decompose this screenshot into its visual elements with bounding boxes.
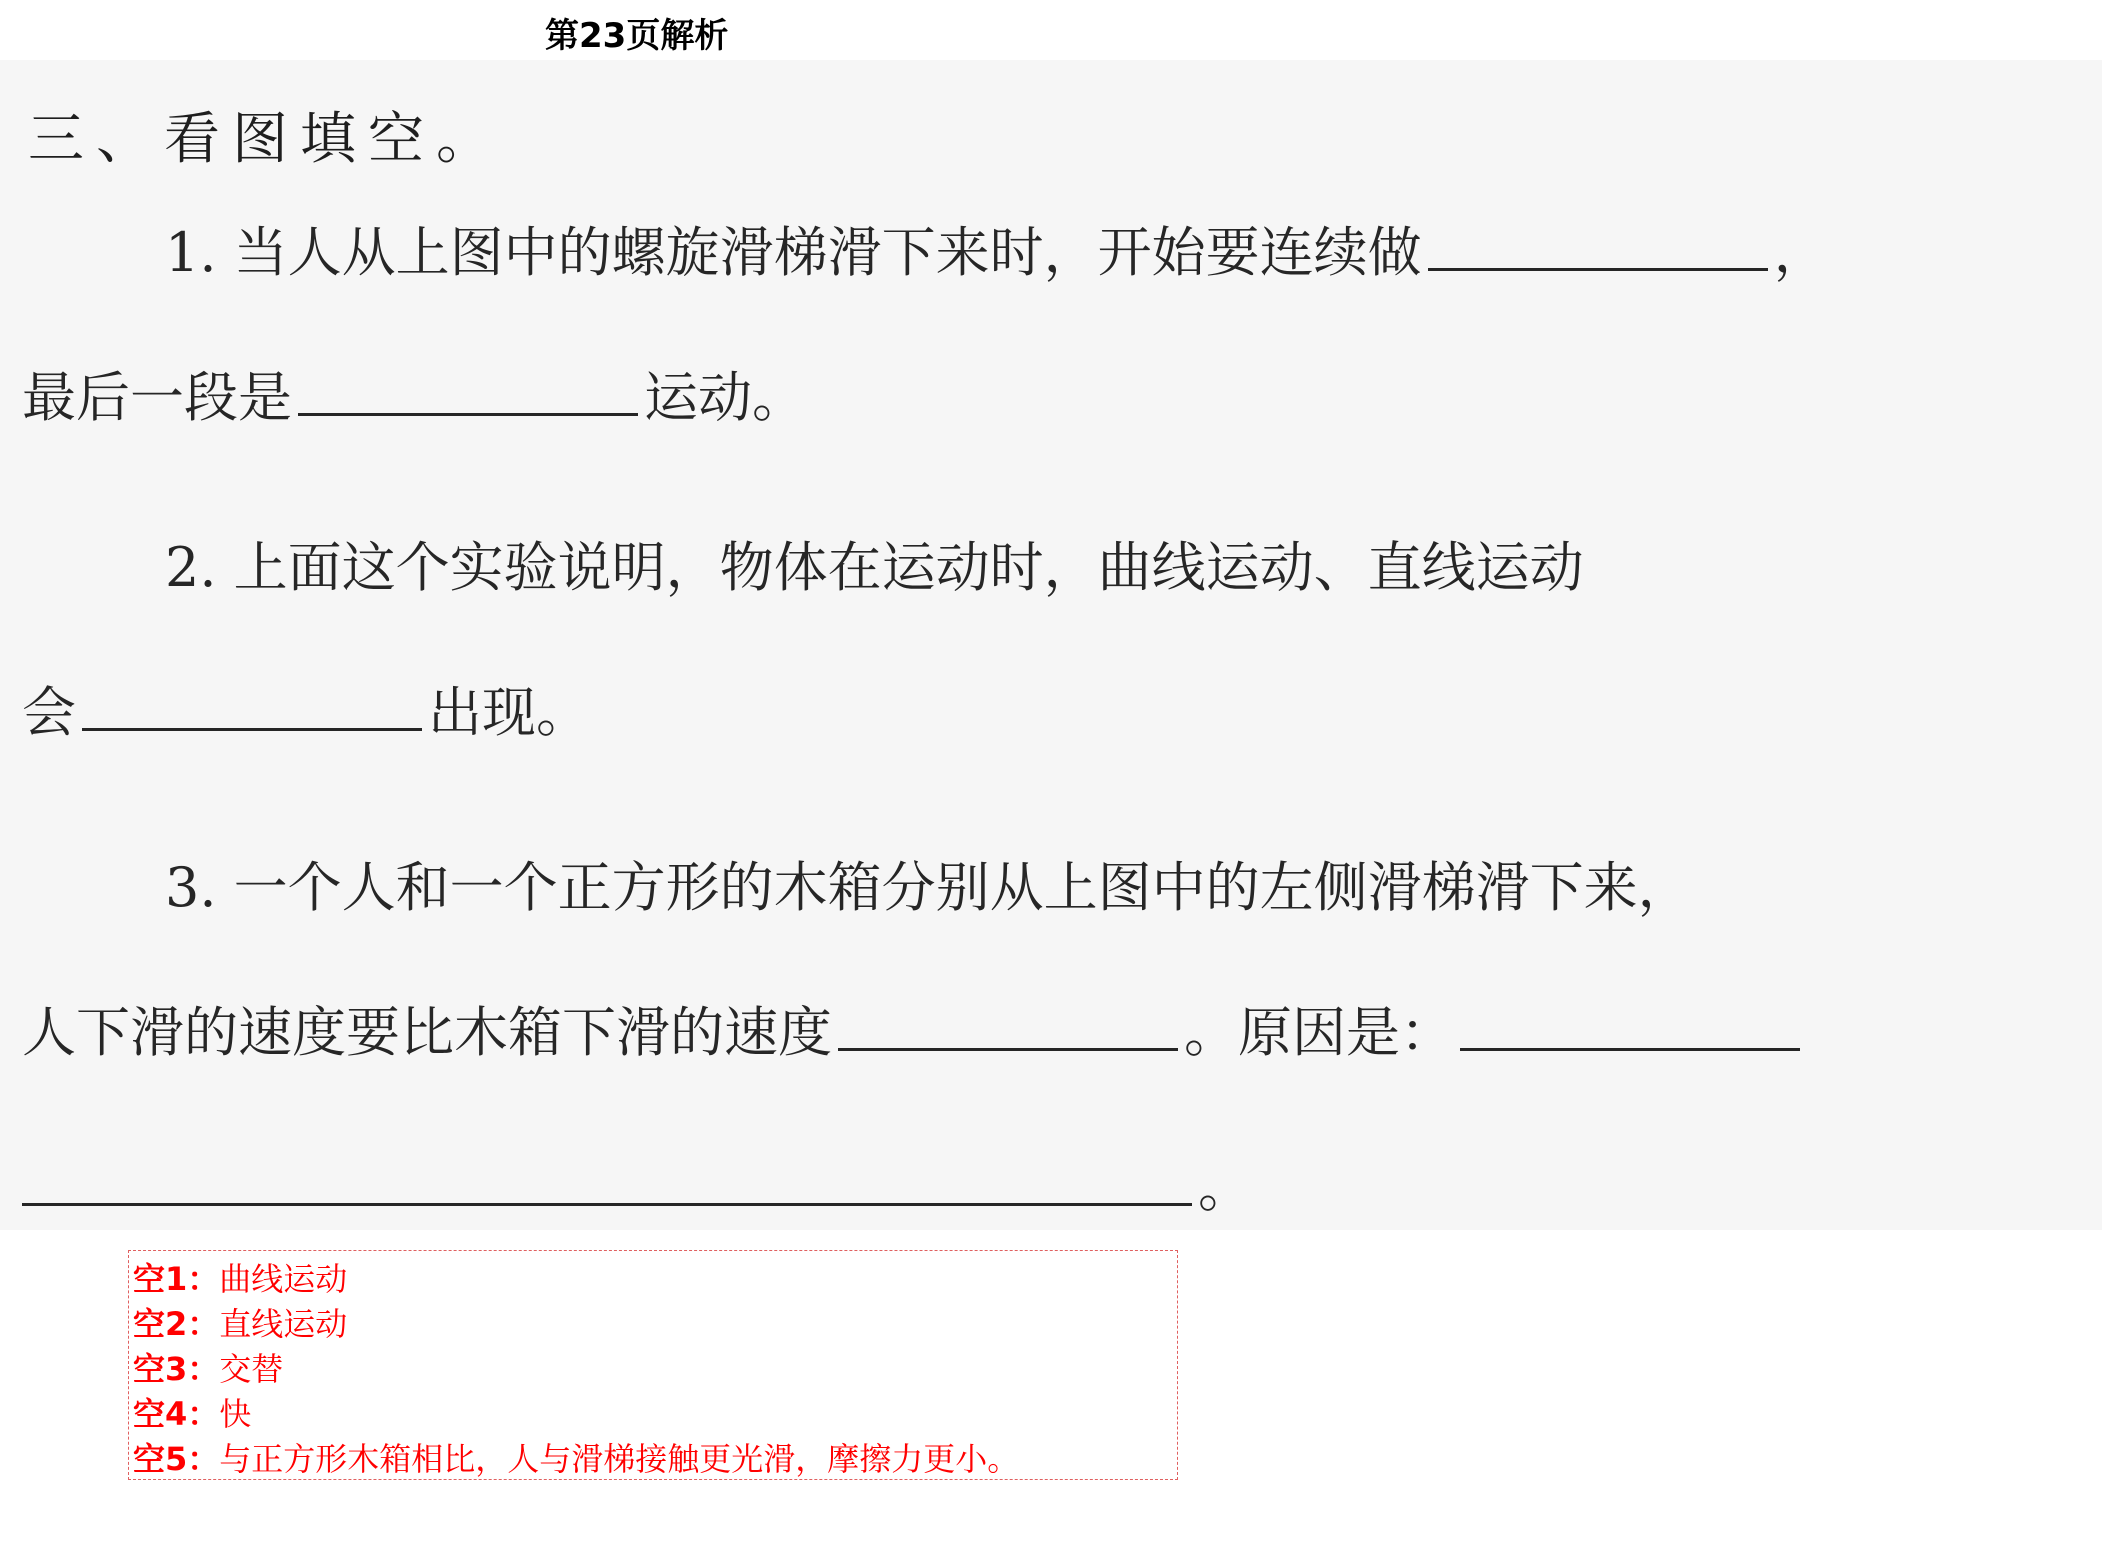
answer-box xyxy=(128,1250,1178,1480)
question-3-line-3 xyxy=(22,1145,1252,1222)
answer-value: 曲线运动 xyxy=(219,1260,348,1298)
question-3-text-2: 人下滑的速度要比木箱下滑的速度 xyxy=(22,1001,832,1064)
question-3-line-2 xyxy=(22,990,1806,1067)
answer-value: 快 xyxy=(219,1395,252,1433)
answer-row xyxy=(133,1302,1173,1347)
question-2-line-2 xyxy=(22,670,590,747)
answer-value: 直线运动 xyxy=(219,1305,348,1343)
answer-label: 空2： xyxy=(133,1305,220,1343)
answer-row xyxy=(133,1437,1173,1482)
question-1-text: 1. 当人从上图中的螺旋滑梯滑下来时，开始要连续做 xyxy=(165,221,1422,284)
question-1-comma: ， xyxy=(1773,221,1828,284)
question-2-text-3: 出现。 xyxy=(428,681,590,744)
question-2-line-1 xyxy=(165,525,1584,602)
question-1-line-2 xyxy=(22,355,806,432)
blank-5b xyxy=(22,1163,1192,1206)
answer-label: 空4： xyxy=(133,1395,220,1433)
page-title: 第23页解析 xyxy=(545,16,729,56)
question-1-line-1 xyxy=(165,210,1828,287)
answer-row xyxy=(133,1347,1173,1392)
answer-value: 交替 xyxy=(219,1350,284,1388)
blank-5a xyxy=(1460,1008,1800,1051)
question-2-text: 2. 上面这个实验说明，物体在运动时，曲线运动、直线运动 xyxy=(165,536,1584,599)
blank-3 xyxy=(82,688,422,731)
answer-row xyxy=(133,1257,1173,1302)
blank-1 xyxy=(1428,228,1768,271)
answer-label: 空5： xyxy=(133,1440,220,1478)
question-2-text-2: 会 xyxy=(22,681,76,744)
answer-row xyxy=(133,1392,1173,1437)
question-3-text: 3. 一个人和一个正方形的木箱分别从上图中的左侧滑梯滑下来， xyxy=(165,856,1692,919)
question-1-text-2: 最后一段是 xyxy=(22,366,292,429)
answer-label: 空1： xyxy=(133,1260,220,1298)
blank-4 xyxy=(838,1008,1178,1051)
question-1-text-3: 运动。 xyxy=(644,366,806,429)
blank-2 xyxy=(298,373,638,416)
section-title: 三、看图填空。 xyxy=(28,107,504,172)
question-3-text-3: 。原因是： xyxy=(1184,1001,1454,1064)
answer-value: 与正方形木箱相比，人与滑梯接触更光滑，摩擦力更小。 xyxy=(219,1440,1020,1478)
question-3-period: 。 xyxy=(1198,1156,1252,1219)
answer-label: 空3： xyxy=(133,1350,220,1388)
question-3-line-1 xyxy=(165,845,1692,922)
